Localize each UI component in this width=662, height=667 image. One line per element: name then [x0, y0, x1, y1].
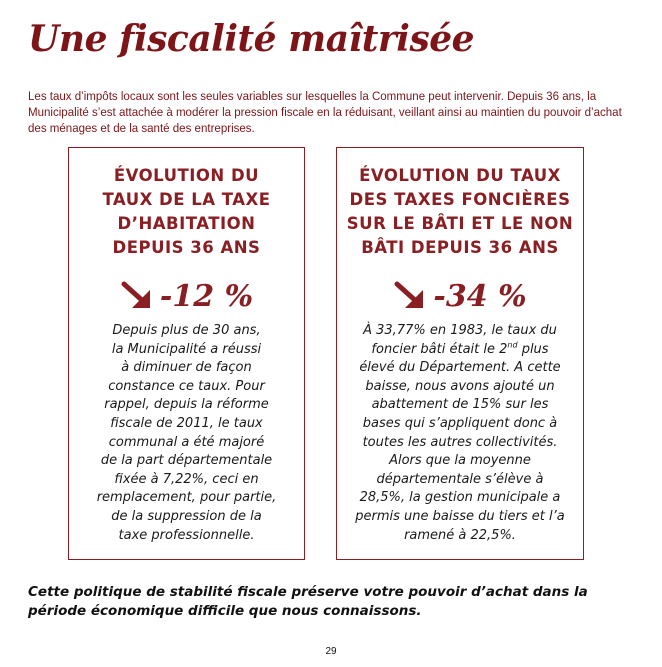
- heading-line: ÉVOLUTION DU TAUX: [359, 166, 561, 185]
- habitation-tax-value: -12 %: [159, 278, 254, 314]
- ordinal-superscript: nd: [507, 340, 518, 350]
- text-fragment: plus: [517, 341, 549, 357]
- heading-line: BÂTI DEPUIS 36 ANS: [361, 238, 559, 257]
- page-title: Une fiscalité maîtrisée: [28, 18, 475, 60]
- text-line: permis une baisse du tiers et l’a: [355, 508, 565, 524]
- heading-line: D’HABITATION: [117, 214, 256, 233]
- page-number: 29: [325, 646, 337, 657]
- text-line: fixée à 7,22%, ceci en: [114, 471, 259, 487]
- habitation-tax-text: [69, 322, 304, 545]
- property-tax-box: [336, 147, 584, 560]
- text-line: Alors que la moyenne: [389, 453, 531, 469]
- text-line: communal a été majoré: [108, 434, 265, 450]
- intro-paragraph: Les taux d’impôts locaux sont les seules variables sur lesquelles la Commune peut intervenir. Depuis 36 ans, la Municipalité s’est attachée à modérer la pression fiscale en la réduisant, veillant ainsi au maintien du pouvoir d’achat des ménages et de la santé des entreprises.: [28, 89, 622, 135]
- text-fragment: foncier bâti était le 2: [371, 341, 508, 357]
- text-line: remplacement, pour partie,: [96, 490, 277, 506]
- heading-line: TAUX DE LA TAXE: [102, 190, 271, 209]
- text-line: baisse, nous avons ajouté un: [365, 378, 555, 394]
- conclusion-text: Cette politique de stabilité fiscale préserve votre pouvoir d’achat dans la période économique difficile que nous connaissons.: [28, 584, 588, 619]
- text-line: taxe professionnelle.: [118, 527, 255, 543]
- text-line: fiscale de 2011, le taux: [110, 415, 263, 431]
- text-line: [351, 341, 569, 360]
- property-tax-heading: [337, 164, 583, 260]
- text-line: constance ce taux. Pour: [108, 378, 265, 394]
- heading-line: DEPUIS 36 ANS: [112, 238, 261, 257]
- habitation-tax-heading: [69, 164, 304, 260]
- habitation-tax-box: [68, 147, 305, 560]
- text-line: de la suppression de la: [111, 508, 262, 524]
- heading-line: DES TAXES FONCIÈRES: [349, 190, 571, 209]
- text-line: départementale s’élève à: [376, 471, 544, 487]
- text-line: abattement de 15% sur les: [371, 397, 549, 413]
- property-tax-text: [337, 322, 583, 545]
- habitation-tax-stat: [69, 274, 304, 318]
- text-line: 28,5%, la gestion municipale a: [359, 490, 561, 506]
- text-line: rappel, depuis la réforme: [104, 397, 269, 413]
- text-line: bases qui s’appliquent donc à: [362, 415, 558, 431]
- property-tax-stat: [337, 274, 583, 318]
- text-line: de la part départementale: [100, 453, 273, 469]
- arrow-down-right-icon: [393, 280, 427, 312]
- property-tax-value: -34 %: [433, 278, 527, 314]
- text-line: la Municipalité a réussi: [111, 341, 262, 357]
- text-line: toutes les autres collectivités.: [362, 434, 558, 450]
- text-line: À 33,77% en 1983, le taux du: [363, 323, 557, 338]
- arrow-down-right-icon: [120, 280, 154, 312]
- text-line: Depuis plus de 30 ans,: [112, 323, 261, 338]
- text-line: élevé du Département. A cette: [359, 360, 561, 376]
- heading-line: SUR LE BÂTI ET LE NON: [346, 214, 574, 233]
- text-line: à diminuer de façon: [121, 360, 252, 376]
- heading-line: ÉVOLUTION DU: [113, 166, 260, 185]
- text-line: ramené à 22,5%.: [404, 527, 516, 543]
